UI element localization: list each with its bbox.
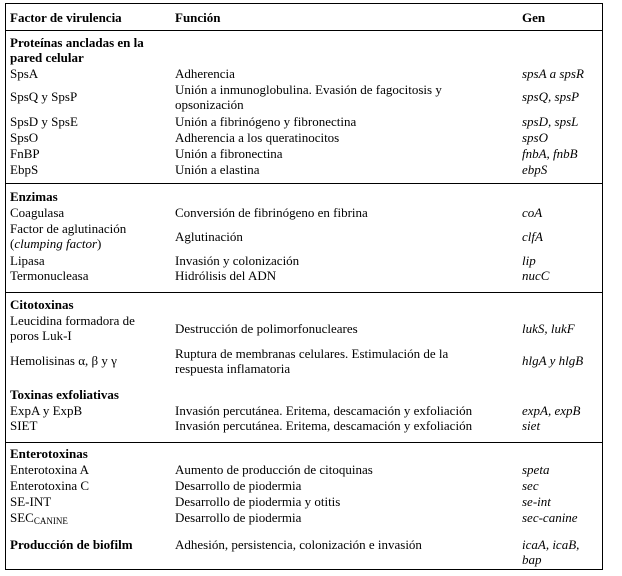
factor-cell: Termonucleasa: [10, 268, 89, 283]
gen-cell: spsA a spsR: [522, 66, 584, 81]
header-factor: Factor de virulencia: [10, 10, 122, 25]
funcion-cell: Adhesión, persistencia, colonización e invasión: [175, 537, 422, 552]
funcion-cell: Aumento de producción de citoquinas: [175, 462, 373, 477]
factor-cell: Leucidina formadora de: [10, 313, 135, 328]
factor-cell: SIET: [10, 418, 38, 433]
gen-cell: bap: [522, 552, 542, 567]
factor-cell: SpsQ y SpsP: [10, 89, 78, 104]
funcion-cell: Invasión y colonización: [175, 253, 300, 268]
section-divider-citotoxinas: [5, 292, 603, 293]
section-title: Producción de biofilm: [10, 537, 133, 552]
gen-cell: fnbA, fnbB: [522, 146, 578, 161]
factor-cell: SpsD y SpsE: [10, 114, 78, 129]
gen-cell: speta: [522, 462, 550, 477]
gen-cell: clfA: [522, 229, 543, 244]
header-divider: [5, 30, 603, 31]
section-title: Enterotoxinas: [10, 446, 88, 461]
funcion-cell: Aglutinación: [175, 229, 243, 244]
gen-cell: sec: [522, 478, 539, 493]
gen-cell: spsD, spsL: [522, 114, 579, 129]
funcion-cell: Adherencia: [175, 66, 235, 81]
funcion-cell: Unión a fibronectina: [175, 146, 283, 161]
header-gen: Gen: [522, 10, 546, 25]
funcion-cell: Conversión de fibrinógeno en fibrina: [175, 205, 368, 220]
gen-cell: sec-canine: [522, 510, 578, 525]
factor-cell: FnBP: [10, 146, 40, 161]
header-funcion: Función: [175, 10, 221, 25]
factor-cell: Enterotoxina C: [10, 478, 90, 493]
factor-cell: SpsA: [10, 66, 39, 81]
funcion-cell: Ruptura de membranas celulares. Estimulación de la: [175, 346, 449, 361]
section-title: pared celular: [10, 50, 84, 65]
funcion-cell: Invasión percutánea. Eritema, descamación y exfoliación: [175, 418, 473, 433]
section-divider-enterotoxinas: [5, 442, 603, 443]
funcion-cell: Adherencia a los queratinocitos: [175, 130, 340, 145]
factor-cell: ExpA y ExpB: [10, 403, 83, 418]
funcion-cell: Invasión percutánea. Eritema, descamación y exfoliación: [175, 403, 473, 418]
section-title: Enzimas: [10, 189, 58, 204]
factor-cell: poros Luk-I: [10, 328, 72, 343]
factor-cell: SE-INT: [10, 494, 52, 509]
funcion-cell: Hidrólisis del ADN: [175, 268, 277, 283]
factor-cell: (clumping factor): [10, 236, 102, 251]
funcion-cell: respuesta inflamatoria: [175, 361, 291, 376]
factor-cell: Lipasa: [10, 253, 45, 268]
funcion-cell: Destrucción de polimorfonucleares: [175, 321, 358, 336]
funcion-cell: Unión a fibrinógeno y fibronectina: [175, 114, 357, 129]
factor-cell: SpsO: [10, 130, 39, 145]
section-title: Proteínas ancladas en la: [10, 35, 144, 50]
funcion-cell: Unión a elastina: [175, 162, 260, 177]
factor-cell: Hemolisinas α, β y γ: [10, 353, 117, 368]
section-divider-enzimas: [5, 183, 603, 184]
gen-cell: se-int: [522, 494, 551, 509]
funcion-cell: Desarrollo de piodermia: [175, 478, 302, 493]
gen-cell: expA, expB: [522, 403, 581, 418]
gen-cell: ebpS: [522, 162, 548, 177]
funcion-cell: Desarrollo de piodermia: [175, 510, 302, 525]
gen-cell: lip: [522, 253, 536, 268]
gen-cell: icaA, icaB,: [522, 537, 580, 552]
funcion-cell: Desarrollo de piodermia y otitis: [175, 494, 341, 509]
factor-cell: $SEC_{CANINE}$: [10, 510, 68, 526]
gen-cell: nucC: [522, 268, 550, 283]
gen-cell: siet: [522, 418, 541, 433]
gen-cell: hlgA y hlgB: [522, 353, 584, 368]
factor-cell: Factor de aglutinación: [10, 221, 127, 236]
factor-cell: Enterotoxina A: [10, 462, 90, 477]
factor-cell: Coagulasa: [10, 205, 65, 220]
gen-cell: spsO: [522, 130, 549, 145]
section-title: Citotoxinas: [10, 297, 74, 312]
gen-cell: lukS, lukF: [522, 321, 575, 336]
gen-cell: coA: [522, 205, 543, 220]
factor-cell: EbpS: [10, 162, 39, 177]
section-title: Toxinas exfoliativas: [10, 387, 119, 402]
funcion-cell: opsonización: [175, 97, 244, 112]
funcion-cell: Unión a inmunoglobulina. Evasión de fagocitosis y: [175, 82, 442, 97]
gen-cell: spsQ, spsP: [522, 89, 580, 104]
